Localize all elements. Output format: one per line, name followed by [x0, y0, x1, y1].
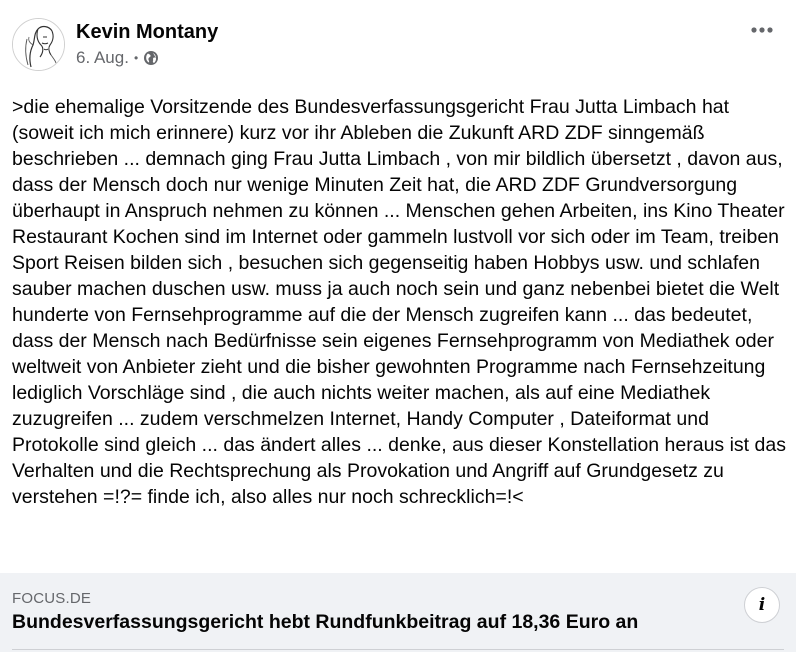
avatar[interactable] [12, 18, 65, 71]
meta-separator: • [133, 51, 139, 65]
post-body-text: >die ehemalige Vorsitzende des Bundesverfassungsgericht Frau Jutta Limbach hat (soweit ich mich erinnere) kurz vor ihr Ableben die Zukunft ARD ZDF sinngemäß beschrieben ... demnach ging Frau Jutta Limbach , von mir bildlich übersetzt , davon aus, dass der Mensch doch nur wenige Minuten Zeit hat, die ARD ZDF Grundversorgung überhaupt in Anspruch nehmen zu können ... Menschen gehen Arbeiten, ins Kino Theater Restaurant Kochen sind im Internet oder gammeln lustvoll vor sich oder im Team, treiben Sport Reisen bilden sich , besuchen sich gegenseitig haben Hobbys usw. und schlafen sauber machen duschen usw. muss ja auch noch sein und ganz nebenbei bietet die Welt hunderte von Fernsehprogramme auf die der Mensch zugreifen kann ... das bedeutet, dass der Mensch nach Bedürfnisse sein eigenes Fernsehprogramm von Mediathek oder weltweit von Anbieter zieht und die bisher gewohnten Programme nach Fernsehzeitung lediglich Vorschläge sind , die auch nichts weiter machen, als auf eine Mediathek zuzugreifen ... zudem verschmelzen Internet, Handy Computer , Dateiformat und Protokolle sind gleich ... das ändert alles ... denke, aus dieser Konstellation heraus ist das Verhalten und die Rechtsprechung als Provokation und Angriff auf Grundgesetz zu verstehen =!?= finde ich, also alles nur noch schrecklich=!< [12, 96, 786, 508]
globe-icon[interactable] [143, 50, 159, 66]
link-domain: FOCUS.DE [12, 590, 92, 607]
more-horizontal-icon [750, 26, 774, 34]
post-meta [76, 48, 159, 68]
post-header [12, 18, 784, 74]
info-icon: i [758, 594, 766, 615]
author-name[interactable]: Kevin Montany [76, 21, 219, 43]
info-button[interactable] [744, 587, 780, 623]
post-date[interactable]: 6. Aug. [76, 48, 129, 67]
link-title[interactable]: Bundesverfassungsgericht hebt Rundfunkbeitrag auf 18,36 Euro an [12, 611, 639, 633]
card-divider [12, 649, 784, 650]
sketch-portrait-icon [13, 19, 65, 71]
link-preview-card[interactable] [0, 573, 796, 652]
more-options-button[interactable] [748, 18, 776, 42]
